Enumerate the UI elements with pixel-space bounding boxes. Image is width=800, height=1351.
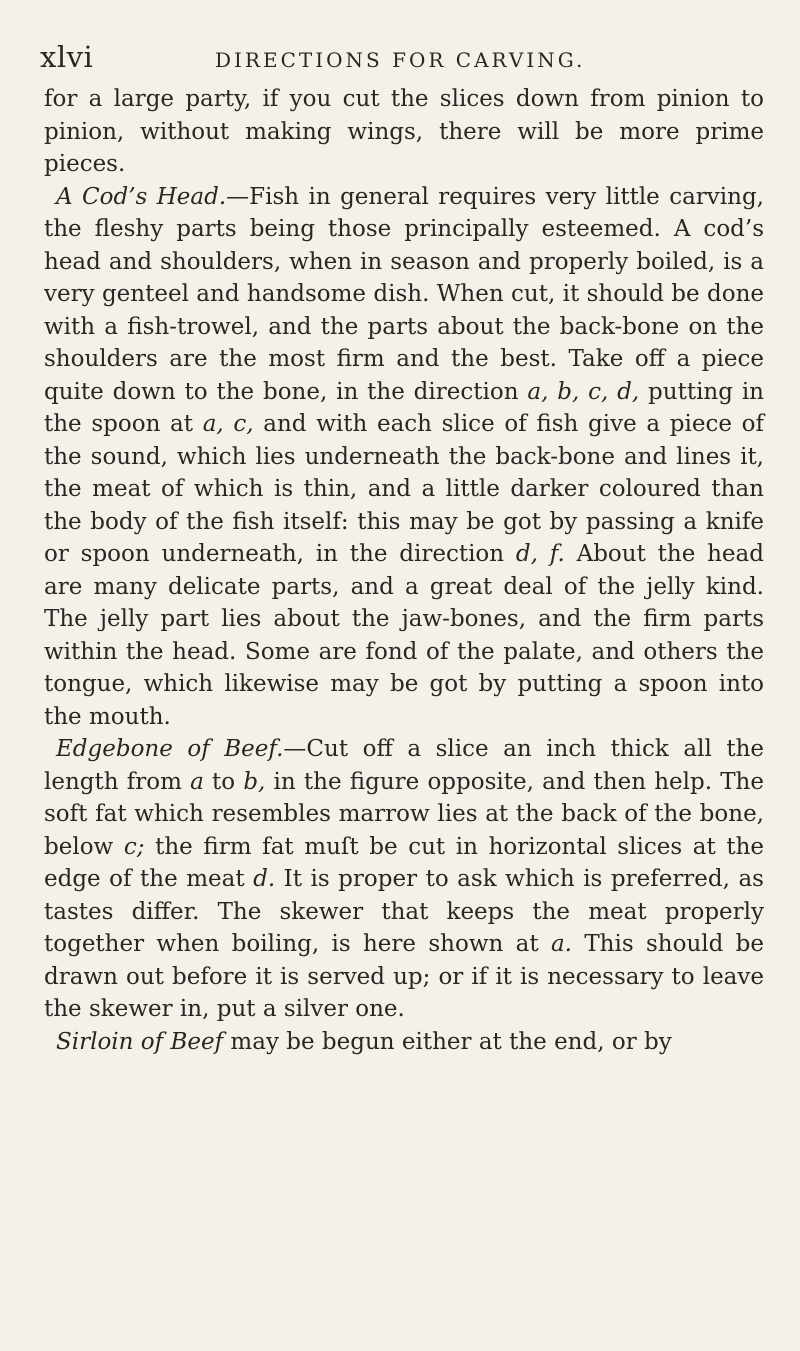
- paragraph-text: may be begun either at the end, or by: [223, 1028, 672, 1055]
- paragraph-text: putting in the spoon at: [44, 378, 764, 437]
- figure-letter: c;: [123, 833, 145, 860]
- paragraph-text: and with each slice of fish give a piece of the sound, which lies underneath the back-bone and lines it, the meat of which is thin, and a little darker coloured than the body of the fish itself: this may be got by passing a knife or spoon underneath, in the direction: [44, 411, 764, 567]
- paragraph-text: —Fish in general requires very little carving, the fleshy parts being those principally esteemed. A cod’s head and shoulders, when in season and properly boiled, is a very genteel and handsome dish. When cut, it should be done with a fish-trowel, and the parts about the back-bone on the shoulders are the most firm and the best. Take off a piece quite down to the bone, in the direction: [44, 183, 764, 405]
- figure-letter: a.: [550, 931, 572, 957]
- section-heading-sirloin-of-beef: Sirloin of Beef: [56, 1028, 224, 1055]
- page-header: [40, 40, 770, 80]
- section-heading-cods-head: A Cod’s Head.: [56, 183, 227, 210]
- paragraph-sirloin-of-beef: [44, 1026, 764, 1059]
- figure-letters: a, b, c, d,: [527, 378, 640, 405]
- section-heading-edgebone-of-beef: Edgebone of Beef.: [56, 736, 284, 762]
- figure-letter: a: [190, 768, 204, 795]
- body-text: [44, 83, 764, 1058]
- paragraph-text: the firm fat muſt be cut in horizontal slices at the edge of the meat: [44, 833, 764, 892]
- paragraph-text: for a large party, if you cut the slices down from pinion to pinion, without making wings, there will be more prime pieces.: [44, 86, 764, 177]
- figure-letter: d.: [253, 866, 276, 892]
- paragraph-text: This should be drawn out before it is served up; or if it is necessary to leave the skewer in, put a silver one.: [44, 931, 765, 1022]
- paragraph-text: to: [203, 768, 244, 795]
- paragraph-continuation: [44, 83, 764, 181]
- paragraph-text: —Cut off a slice an inch thick all the length from: [44, 736, 765, 795]
- paragraph-cods-head: [44, 181, 764, 734]
- paragraph-text: It is proper to ask which is preferred, as tastes differ. The skewer that keeps the meat properly together when boiling, is here shown at: [44, 866, 764, 957]
- paragraph-edgebone-of-beef: [44, 733, 764, 1026]
- figure-letter: b,: [243, 768, 266, 795]
- page-number: xlvi: [40, 40, 94, 74]
- paragraph-text: in the figure opposite, and then help. The soft fat which resembles marrow lies at the back of the bone, below: [44, 768, 764, 860]
- paragraph-text: About the head are many delicate parts, and a great deal of the jelly kind. The jelly part lies about the jaw-bones, and the firm parts within the head. Some are fond of the palate, and others the tongue, which likewise may be got by putting a spoon into the mouth.: [44, 541, 764, 730]
- figure-letters: a, c,: [202, 411, 254, 437]
- figure-letters: d, f.: [515, 541, 565, 567]
- running-title: DIRECTIONS FOR CARVING.: [215, 48, 586, 72]
